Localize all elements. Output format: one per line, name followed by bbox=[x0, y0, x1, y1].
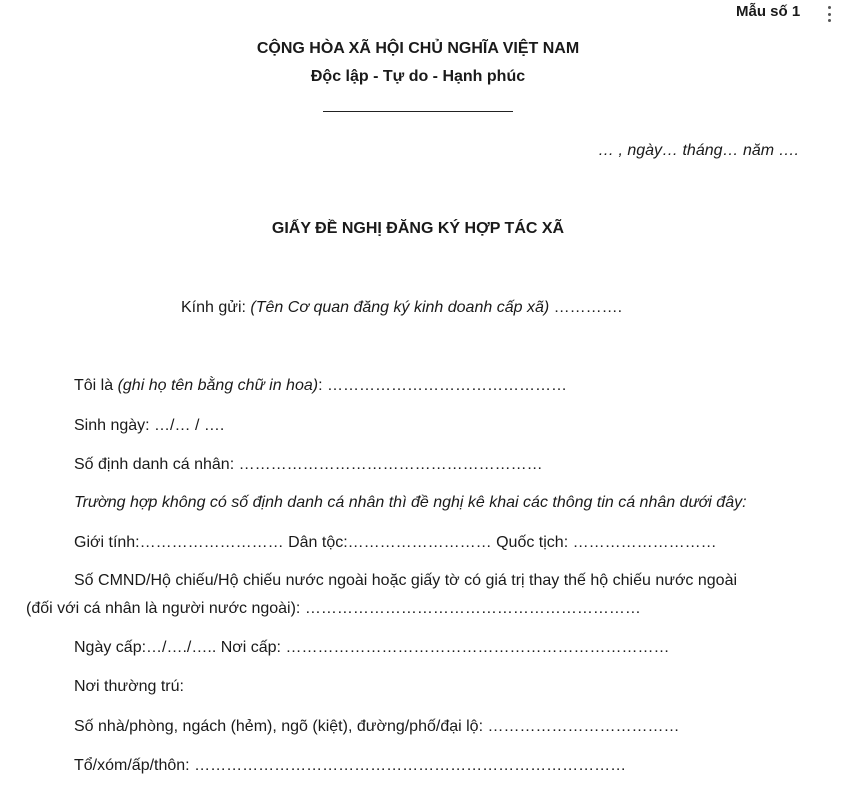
id-number-line: Số định danh cá nhân: ………………………………………………… bbox=[74, 456, 543, 473]
gender-ethnicity-nationality-line: Giới tính:……………………… Dân tộc:……………………… Quốc tịch: ……………………… bbox=[74, 534, 717, 551]
form-number-label: Mẫu số 1 bbox=[736, 3, 801, 20]
hamlet-line: Tổ/xóm/ấp/thôn: ……………………………………………………………………… bbox=[74, 757, 627, 774]
name-dots: : ……………………………………… bbox=[318, 377, 567, 394]
id-doc-line-2: (đối với cá nhân là người nước ngoài): ……………………………………………………… bbox=[26, 600, 641, 617]
document-title: GIẤY ĐỀ NGHỊ ĐĂNG KÝ HỢP TÁC XÃ bbox=[271, 220, 565, 237]
id-doc-line-1: Số CMND/Hộ chiếu/Hộ chiếu nước ngoài hoặc giấy tờ có giá trị thay thế hộ chiếu nước ngoài bbox=[74, 572, 738, 589]
dob-line: Sinh ngày: …/… / …. bbox=[74, 417, 225, 434]
name-line bbox=[74, 377, 567, 395]
addressee-hint: (Tên Cơ quan đăng ký kinh doanh cấp xã) bbox=[250, 299, 550, 316]
issue-date-place-line: Ngày cấp:…/…./….. Nơi cấp: ……………………………………………………………… bbox=[74, 639, 670, 656]
kebab-menu-icon[interactable] bbox=[822, 4, 836, 24]
no-id-note-text: Trường hợp không có số định danh cá nhân thì đề nghị kê khai các thông tin cá nhân dưới đây: bbox=[74, 494, 747, 511]
name-label: Tôi là bbox=[74, 377, 118, 394]
motto: Độc lập - Tự do - Hạnh phúc bbox=[310, 68, 526, 85]
street-line: Số nhà/phòng, ngách (hẻm), ngõ (kiệt), đường/phố/đại lộ: ……………………………… bbox=[74, 718, 680, 735]
residence-label: Nơi thường trú: bbox=[74, 678, 184, 695]
addressee-dots: …………. bbox=[549, 299, 623, 316]
date-line: … , ngày… tháng… năm …. bbox=[598, 142, 799, 159]
header-underline bbox=[323, 111, 513, 112]
no-id-note bbox=[74, 494, 747, 512]
country-header: CỘNG HÒA XÃ HỘI CHỦ NGHĨA VIỆT NAM bbox=[256, 40, 580, 57]
addressee-line bbox=[181, 299, 622, 317]
addressee-label: Kính gửi: bbox=[181, 299, 251, 316]
name-hint: (ghi họ tên bằng chữ in hoa) bbox=[117, 377, 319, 394]
